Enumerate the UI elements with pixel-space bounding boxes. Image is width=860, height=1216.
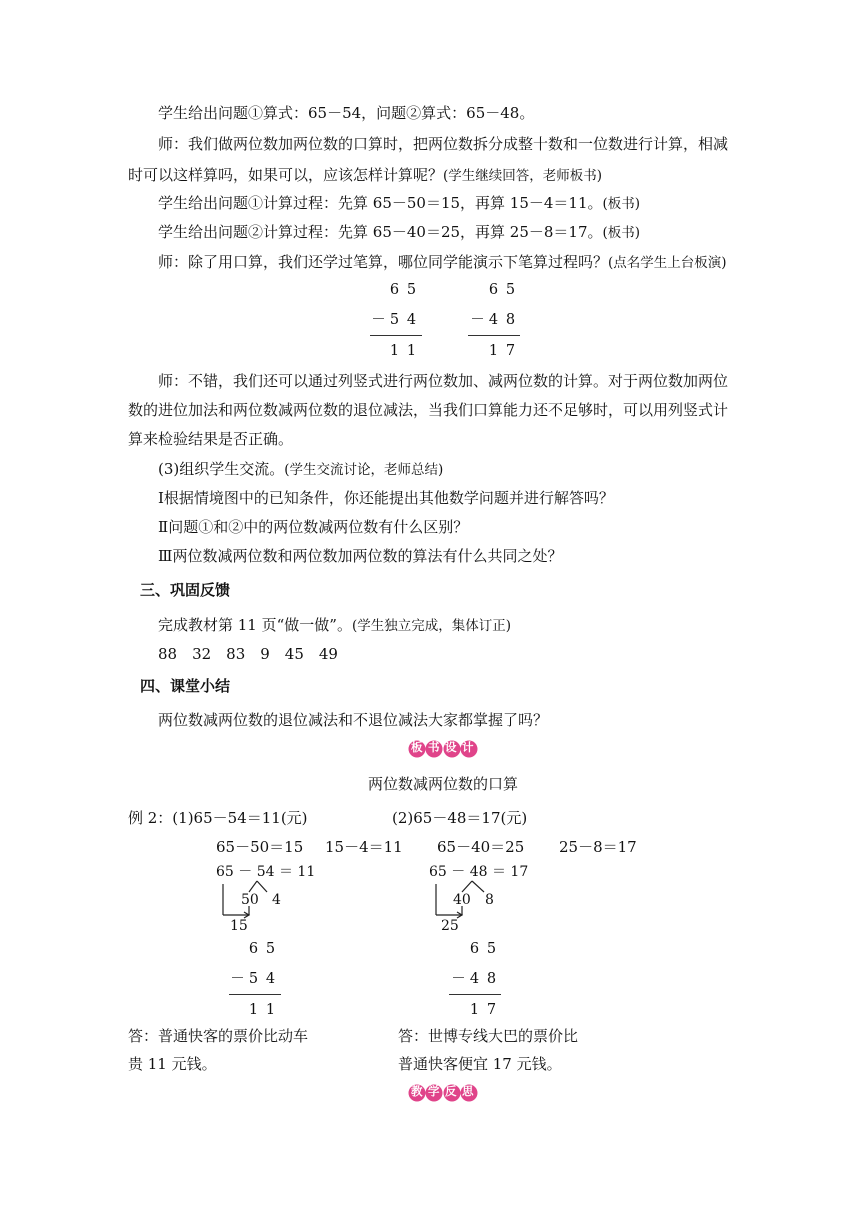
board-right-step-1: 65－40＝25 <box>437 838 525 856</box>
vertical-2-subtrahend-ones: 8 <box>505 312 516 328</box>
board-vertical-2-result-ones: 7 <box>486 1002 497 1018</box>
vertical-2-subtrahend <box>470 313 519 328</box>
vertical-1-result-ones: 1 <box>406 343 417 359</box>
question-3: Ⅲ两位数减两位数和两位数加两位数的算法有什么共同之处？ <box>158 547 563 565</box>
vertical-2-rule <box>468 335 520 336</box>
answers-line: 88 32 83 9 45 49 <box>158 645 338 663</box>
vertical-1-subtrahend-tens: 5 <box>389 312 400 328</box>
board-example-right: (2)65－48＝17(元) <box>392 809 528 827</box>
paragraph-4 <box>158 225 640 241</box>
paragraph-7-note: (学生交流讨论，老师总结) <box>284 462 444 478</box>
vertical-1-subtrahend <box>371 313 420 328</box>
paragraph-5-text: 师：除了用口算，我们还学过笔算，哪位同学能演示下笔算过程吗？ <box>158 253 609 271</box>
section-heading-4: 四、课堂小结 <box>140 677 231 695</box>
board-vertical-2-minuend <box>466 942 500 957</box>
board-vertical-2-subtrahend-ones: 8 <box>486 971 497 987</box>
paragraph-2-line-1: 师：我们做两位数加两位数的口算时，把两位数拆分成整十数和一位数进行计算，相减 <box>158 135 729 153</box>
board-right-partial: 25 <box>441 918 459 934</box>
board-left-equation: 65 － 54 ＝ 11 <box>216 864 316 880</box>
paragraph-2-text: 时可以这样算吗，如果可以，应该怎样计算呢？ <box>128 166 444 184</box>
paragraph-7-text: (3)组织学生交流。 <box>158 460 285 478</box>
board-vertical-1-result-tens: 1 <box>248 1002 259 1018</box>
vertical-1-minuend-tens: 6 <box>389 282 400 298</box>
vertical-2-result <box>485 344 519 359</box>
board-vertical-1-subtrahend <box>230 972 279 987</box>
board-left-step-2: 15－4＝11 <box>325 838 403 856</box>
paragraph-5 <box>158 255 727 271</box>
board-vertical-2-minuend-ones: 5 <box>486 941 497 957</box>
board-vertical-2-minus-sign: － <box>451 971 466 987</box>
board-right-split-a: 40 <box>453 892 471 908</box>
question-2: Ⅱ问题①和②中的两位数减两位数有什么区别？ <box>158 518 469 536</box>
paragraph-4-text: 学生给出问题②计算过程：先算 65－40＝25，再算 25－8＝17。 <box>158 223 603 241</box>
board-left-answer-line-2: 贵 11 元钱。 <box>128 1055 217 1073</box>
board-vertical-1-minus-sign: － <box>230 971 245 987</box>
vertical-2-minus-sign: － <box>470 312 485 328</box>
board-right-step-2: 25－8＝17 <box>559 838 637 856</box>
question-1: Ⅰ根据情境图中的已知条件，你还能提出其他数学问题并进行解答吗？ <box>158 489 614 507</box>
paragraph-8-text: 完成教材第 11 页“做一做”。 <box>158 616 352 634</box>
board-vertical-1-minuend <box>245 942 279 957</box>
vertical-2-result-ones: 7 <box>505 343 516 359</box>
board-left-split-a: 50 <box>241 892 259 908</box>
paragraph-4-note: (板书) <box>602 225 641 241</box>
board-vertical-1-minuend-ones: 5 <box>265 941 276 957</box>
paragraph-8-note: (学生独立完成，集体订正) <box>351 618 512 634</box>
board-vertical-1-rule <box>229 994 281 995</box>
vertical-1-rule <box>370 335 422 336</box>
board-left-answer-line-1: 答：普通快客的票价比动车 <box>128 1027 309 1045</box>
board-example-left: 例 2：(1)65－54＝11(元) <box>128 809 308 827</box>
board-vertical-2-minuend-tens: 6 <box>469 941 480 957</box>
vertical-2-result-tens: 1 <box>488 343 499 359</box>
paragraph-1: 学生给出问题①算式：65－54，问题②算式：65－48。 <box>158 104 535 122</box>
vertical-1-subtrahend-ones: 4 <box>406 312 417 328</box>
board-vertical-2-subtrahend-tens: 4 <box>469 971 480 987</box>
reflection-badge-label: 教学反思 <box>411 1084 479 1098</box>
vertical-2-minuend <box>485 283 519 298</box>
vertical-2-subtrahend-tens: 4 <box>488 312 499 328</box>
vertical-1-result-tens: 1 <box>389 343 400 359</box>
paragraph-6-line-3: 算来检验结果是否正确。 <box>128 430 294 448</box>
board-vertical-1-result <box>245 1003 279 1018</box>
board-right-answer-line-2: 普通快客便宜 17 元钱。 <box>398 1055 562 1073</box>
board-vertical-1-subtrahend-tens: 5 <box>248 971 259 987</box>
paragraph-2-note: (学生继续回答，老师板书) <box>443 168 603 184</box>
board-right-split-b: 8 <box>485 892 494 908</box>
vertical-2-minuend-ones: 5 <box>505 282 516 298</box>
paragraph-2-line-2 <box>128 168 602 184</box>
paragraph-3-note: (板书) <box>602 196 641 212</box>
paragraph-3-text: 学生给出问题①计算过程：先算 65－50＝15，再算 15－4＝11。 <box>158 194 603 212</box>
board-right-equation: 65 － 48 ＝ 17 <box>429 864 529 880</box>
vertical-1-result <box>386 344 420 359</box>
paragraph-5-note: (点名学生上台板演) <box>608 255 727 271</box>
board-vertical-1-result-ones: 1 <box>265 1002 276 1018</box>
board-right-answer-line-1: 答：世博专线大巴的票价比 <box>398 1027 579 1045</box>
board-vertical-2-result-tens: 1 <box>469 1002 480 1018</box>
vertical-1-minus-sign: － <box>371 312 386 328</box>
board-vertical-2-result <box>466 1003 500 1018</box>
section-heading-3: 三、巩固反馈 <box>140 581 231 599</box>
board-vertical-2-subtrahend <box>451 972 500 987</box>
board-vertical-1-minuend-tens: 6 <box>248 941 259 957</box>
paragraph-8 <box>158 618 511 634</box>
board-left-split-b: 4 <box>272 892 281 908</box>
paragraph-6-line-1: 师：不错，我们还可以通过列竖式进行两位数加、减两位数的计算。对于两位数加两位 <box>158 372 729 390</box>
vertical-1-minuend <box>386 283 420 298</box>
vertical-2-minuend-tens: 6 <box>488 282 499 298</box>
vertical-1-minuend-ones: 5 <box>406 282 417 298</box>
board-left-partial: 15 <box>230 918 248 934</box>
board-left-step-1: 65－50＝15 <box>216 838 304 856</box>
paragraph-3 <box>158 196 640 212</box>
paragraph-7 <box>158 462 443 478</box>
paragraph-6-line-2: 数的进位加法和两位数减两位数的退位减法，当我们口算能力还不足够时，可以用列竖式计 <box>128 401 729 419</box>
paragraph-9: 两位数减两位数的退位减法和不退位减法大家都掌握了吗？ <box>158 711 549 729</box>
board-design-badge-label: 板书设计 <box>411 740 479 754</box>
board-vertical-2-rule <box>449 994 501 995</box>
board-title: 两位数减两位数的口算 <box>368 775 519 793</box>
board-vertical-1-subtrahend-ones: 4 <box>265 971 276 987</box>
